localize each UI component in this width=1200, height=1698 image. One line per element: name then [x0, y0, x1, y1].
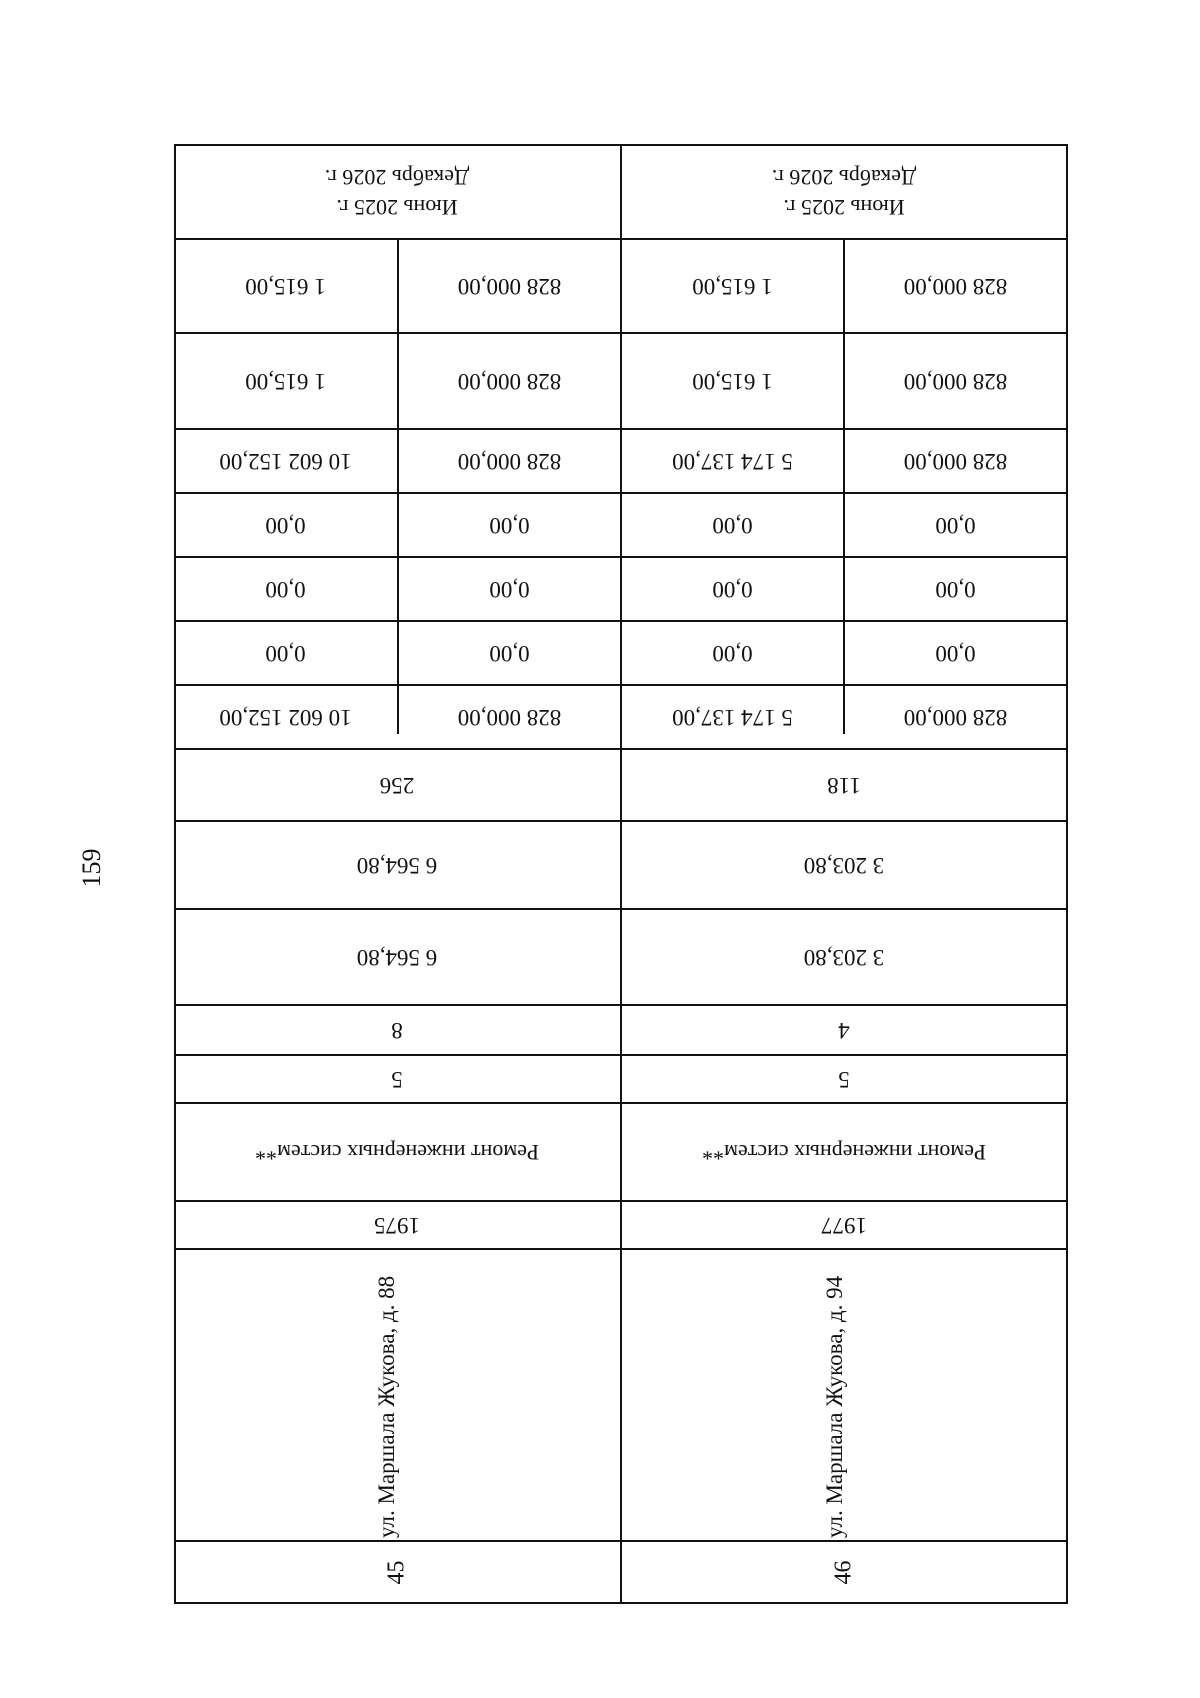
rotated-table: [174, 144, 1068, 1604]
cost-budget-2: 0,00: [265, 513, 306, 538]
limit-col-b: 0,00: [935, 641, 976, 666]
limit-col-g: 828 000,00: [903, 705, 1008, 730]
build-year: 1975: [374, 1213, 420, 1238]
address: ул. Маршала Жукова, д. 94: [822, 1275, 847, 1538]
table-border-right: [1066, 144, 1068, 1604]
limit-cost: 1 615,00: [692, 369, 773, 394]
limit-col-d: 0,00: [489, 513, 530, 538]
limit-col-g: 828 000,00: [457, 705, 562, 730]
cost-budget-2: 0,00: [712, 513, 753, 538]
limit-col-e: 828 000,00: [457, 369, 562, 394]
work-type: Ремонт инженерных систем**: [255, 1140, 539, 1165]
limit-col-f: 828 000,00: [457, 449, 562, 474]
residents: 256: [379, 773, 415, 798]
limit-col-d: 0,00: [935, 513, 976, 538]
row-index: 46: [830, 1560, 857, 1584]
table-border-bottom: [174, 1602, 1068, 1604]
cost-budget-1: 0,00: [265, 577, 306, 602]
entrances: 8: [391, 1018, 403, 1043]
period-end: Декабрь 2026 г.: [324, 165, 470, 190]
limit-col-f: 828 000,00: [903, 449, 1008, 474]
period-end: Декабрь 2026 г.: [771, 165, 917, 190]
cost-total: 5 174 137,00: [672, 705, 793, 730]
address: ул. Маршала Жукова, д. 88: [374, 1275, 399, 1538]
page-number: 159: [77, 848, 106, 888]
unit-cost: 1 615,00: [692, 274, 773, 299]
area-living: 3 203,80: [803, 945, 885, 970]
floors: 5: [391, 1067, 403, 1092]
cost-owners: 5 174 137,00: [672, 449, 793, 474]
cost-fund: 0,00: [712, 641, 753, 666]
unit-cost: 1 615,00: [245, 274, 326, 299]
floors: 5: [838, 1067, 850, 1092]
area-total: 6 564,80: [356, 853, 438, 878]
limit-cost: 1 615,00: [245, 369, 326, 394]
row-index: 45: [383, 1560, 410, 1584]
address-cell: [622, 1250, 1066, 1540]
area-living: 6 564,80: [356, 945, 438, 970]
cost-total: 10 602 152,00: [219, 705, 352, 730]
address-cell: [174, 1250, 620, 1540]
limit-col-e: 828 000,00: [903, 369, 1008, 394]
limit-col-a: 828 000,00: [457, 274, 562, 299]
entrances: 4: [838, 1018, 850, 1043]
period-start: Июнь 2025 г.: [783, 195, 905, 220]
limit-col-a: 828 000,00: [903, 274, 1008, 299]
limit-col-c: 0,00: [935, 577, 976, 602]
build-year: 1977: [821, 1213, 867, 1238]
cost-budget-1: 0,00: [712, 577, 753, 602]
period-cell-45: [174, 146, 620, 238]
limit-col-c: 0,00: [489, 577, 530, 602]
period-start: Июнь 2025 г.: [336, 195, 458, 220]
cost-fund: 0,00: [265, 641, 306, 666]
cost-owners: 10 602 152,00: [219, 449, 352, 474]
work-type: Ремонт инженерных систем**: [702, 1140, 986, 1165]
row-index-cell: [622, 1542, 1066, 1602]
area-total: 3 203,80: [803, 853, 885, 878]
period-cell-46: [622, 146, 1066, 238]
row-index-cell: [174, 1542, 620, 1602]
limit-col-b: 0,00: [489, 641, 530, 666]
residents: 118: [827, 773, 861, 798]
